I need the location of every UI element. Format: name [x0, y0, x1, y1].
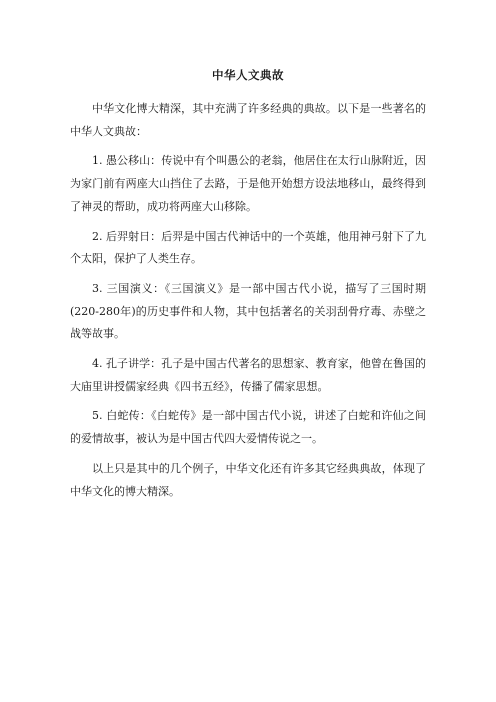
intro-paragraph: 中华文化博大精深，其中充满了许多经典的典故。以下是一些著名的中华人文典故： [70, 102, 426, 138]
document-body [70, 98, 426, 510]
document-title: 中华人文典故 [212, 68, 284, 82]
allusion-paragraph-confucius: 4. 孔子讲学：孔子是中国古代著名的思想家、教育家，他曾在鲁国的大庙里讲授儒家经典《四书五经》，传播了儒家思想。 [70, 357, 426, 393]
allusion-paragraph-houyi: 2. 后羿射日：后羿是中国古代神话中的一个英雄，他用神弓射下了九个太阳，保护了人类生存。 [70, 229, 426, 266]
allusion-paragraph-sanguo: 3. 三国演义：《三国演义》是一部中国古代小说，描写了三国时期(220-280年)的历史事件和人物，其中包括著名的关羽刮骨疗毒、赤壁之战等故事。 [70, 281, 426, 341]
allusion-paragraph-white-snake: 5. 白蛇传：《白蛇传》是一部中国古代小说，讲述了白蛇和许仙之间的爱情故事，被认为是中国古代四大爱情传说之一。 [70, 409, 426, 446]
allusion-paragraph-yugong: 1. 愚公移山：传说中有个叫愚公的老翁，他居住在太行山脉附近，因为家门前有两座大山挡住了去路，于是他开始想方设法地移山，最终得到了神灵的帮助，成功将两座大山移除。 [70, 154, 426, 213]
conclusion-paragraph: 以上只是其中的几个例子，中华文化还有许多其它经典典故，体现了中华文化的博大精深。 [70, 461, 426, 498]
